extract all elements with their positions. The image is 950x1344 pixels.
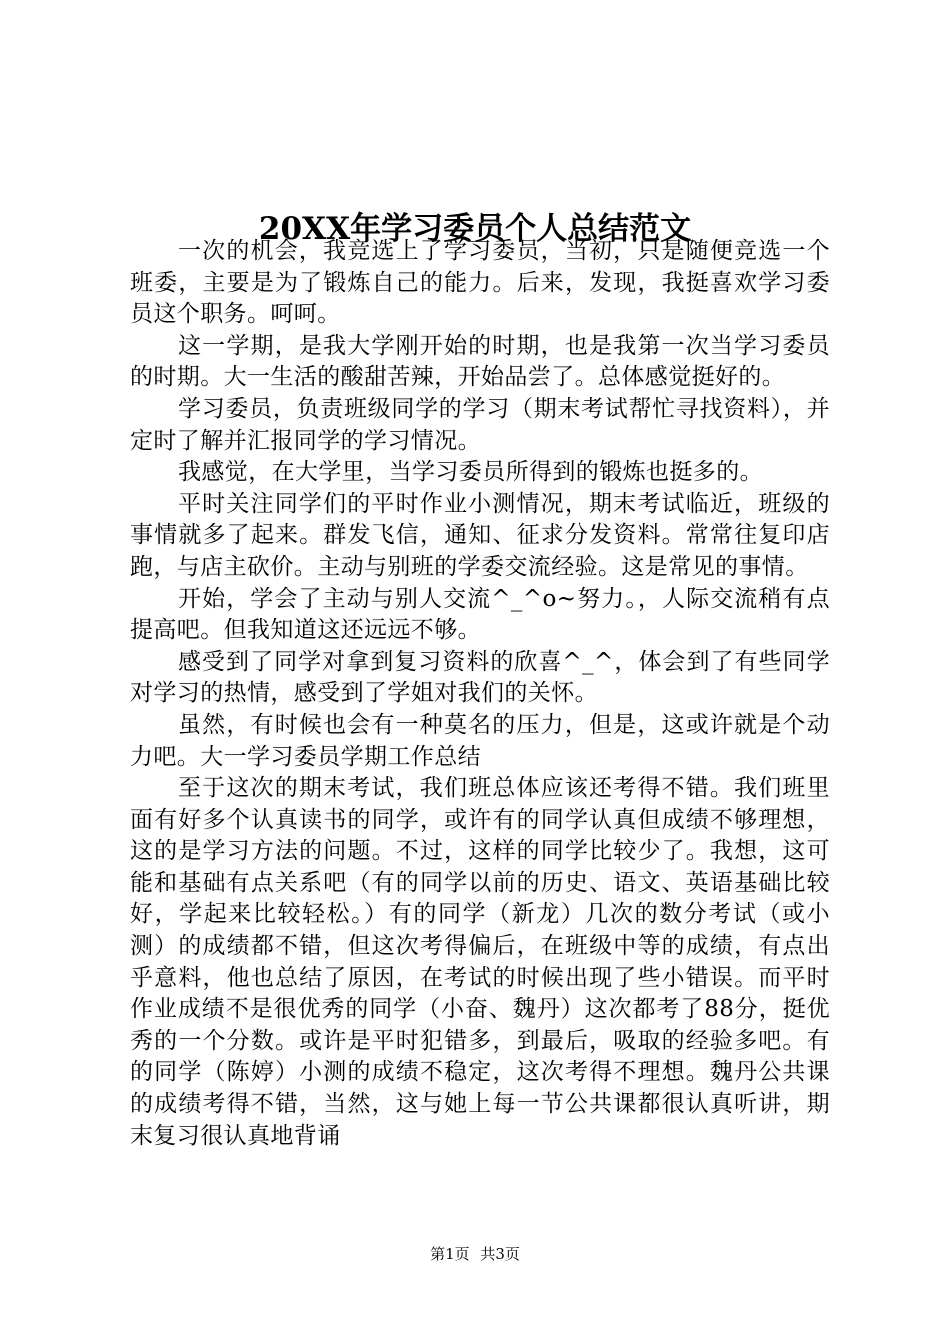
- paragraph: 这一学期，是我大学刚开始的时期，也是我第一次当学习委员的时期。大一生活的酸甜苦辣，开始品尝了。总体感觉挺好的。: [130, 332, 830, 391]
- page-footer: [0, 1243, 950, 1265]
- page-number: 第1页: [430, 1245, 470, 1263]
- paragraph: 感受到了同学对拿到复习资料的欣喜^_^，体会到了有些同学对学习的热情，感受到了学姐对我们的关怀。: [130, 648, 830, 707]
- document-body: [130, 236, 830, 1152]
- paragraph: 我感觉，在大学里，当学习委员所得到的锻炼也挺多的。: [178, 459, 763, 486]
- paragraph: 一次的机会，我竞选上了学习委员，当初，只是随便竞选一个班委，主要是为了锻炼自己的能力。后来，发现，我挺喜欢学习委员这个职务。呵呵。: [130, 238, 830, 328]
- page-total: 共3页: [480, 1245, 520, 1263]
- document-title: 20XX年学习委员个人总结范文: [258, 210, 692, 247]
- paragraph: 至于这次的期末考试，我们班总体应该还考得不错。我们班里面有好多个认真读书的同学，或许有的同学认真但成绩不够理想，这的是学习方法的问题。不过，这样的同学比较少了。我想，这可能和基础有点关系吧（有的同学以前的历史、语文、英语基础比较好，学起来比较轻松。）有的同学（新龙）几次的数分考试（或小测）的成绩都不错，但这次考得偏后，在班级中等的成绩，有点出乎意料，他也总结了原因，在考试的时候出现了些小错误。而平时作业成绩不是很优秀的同学（小奋、魏丹）这次都考了88分，挺优秀的一个分数。或许是平时犯错多，到最后，吸取的经验多吧。有的同学（陈婷）小测的成绩不稳定，这次考得不理想。魏丹公共课的成绩考得不错，当然，这与她上每一节公共课都很认真听讲，期末复习很认真地背诵: [130, 775, 830, 1149]
- paragraph: 平时关注同学们的平时作业小测情况，期末考试临近，班级的事情就多了起来。群发飞信，通知、征求分发资料。常常往复印店跑，与店主砍价。主动与别班的学委交流经验。这是常见的事情。: [130, 490, 830, 580]
- paragraph: 学习委员，负责班级同学的学习（期末考试帮忙寻找资料），并定时了解并汇报同学的学习情况。: [130, 395, 830, 454]
- paragraph: 虽然，有时候也会有一种莫名的压力，但是，这或许就是个动力吧。大一学习委员学期工作总结: [130, 711, 830, 770]
- paragraph: 开始，学会了主动与别人交流^_^o~努力。，人际交流稍有点提高吧。但我知道这还远远不够。: [130, 585, 830, 644]
